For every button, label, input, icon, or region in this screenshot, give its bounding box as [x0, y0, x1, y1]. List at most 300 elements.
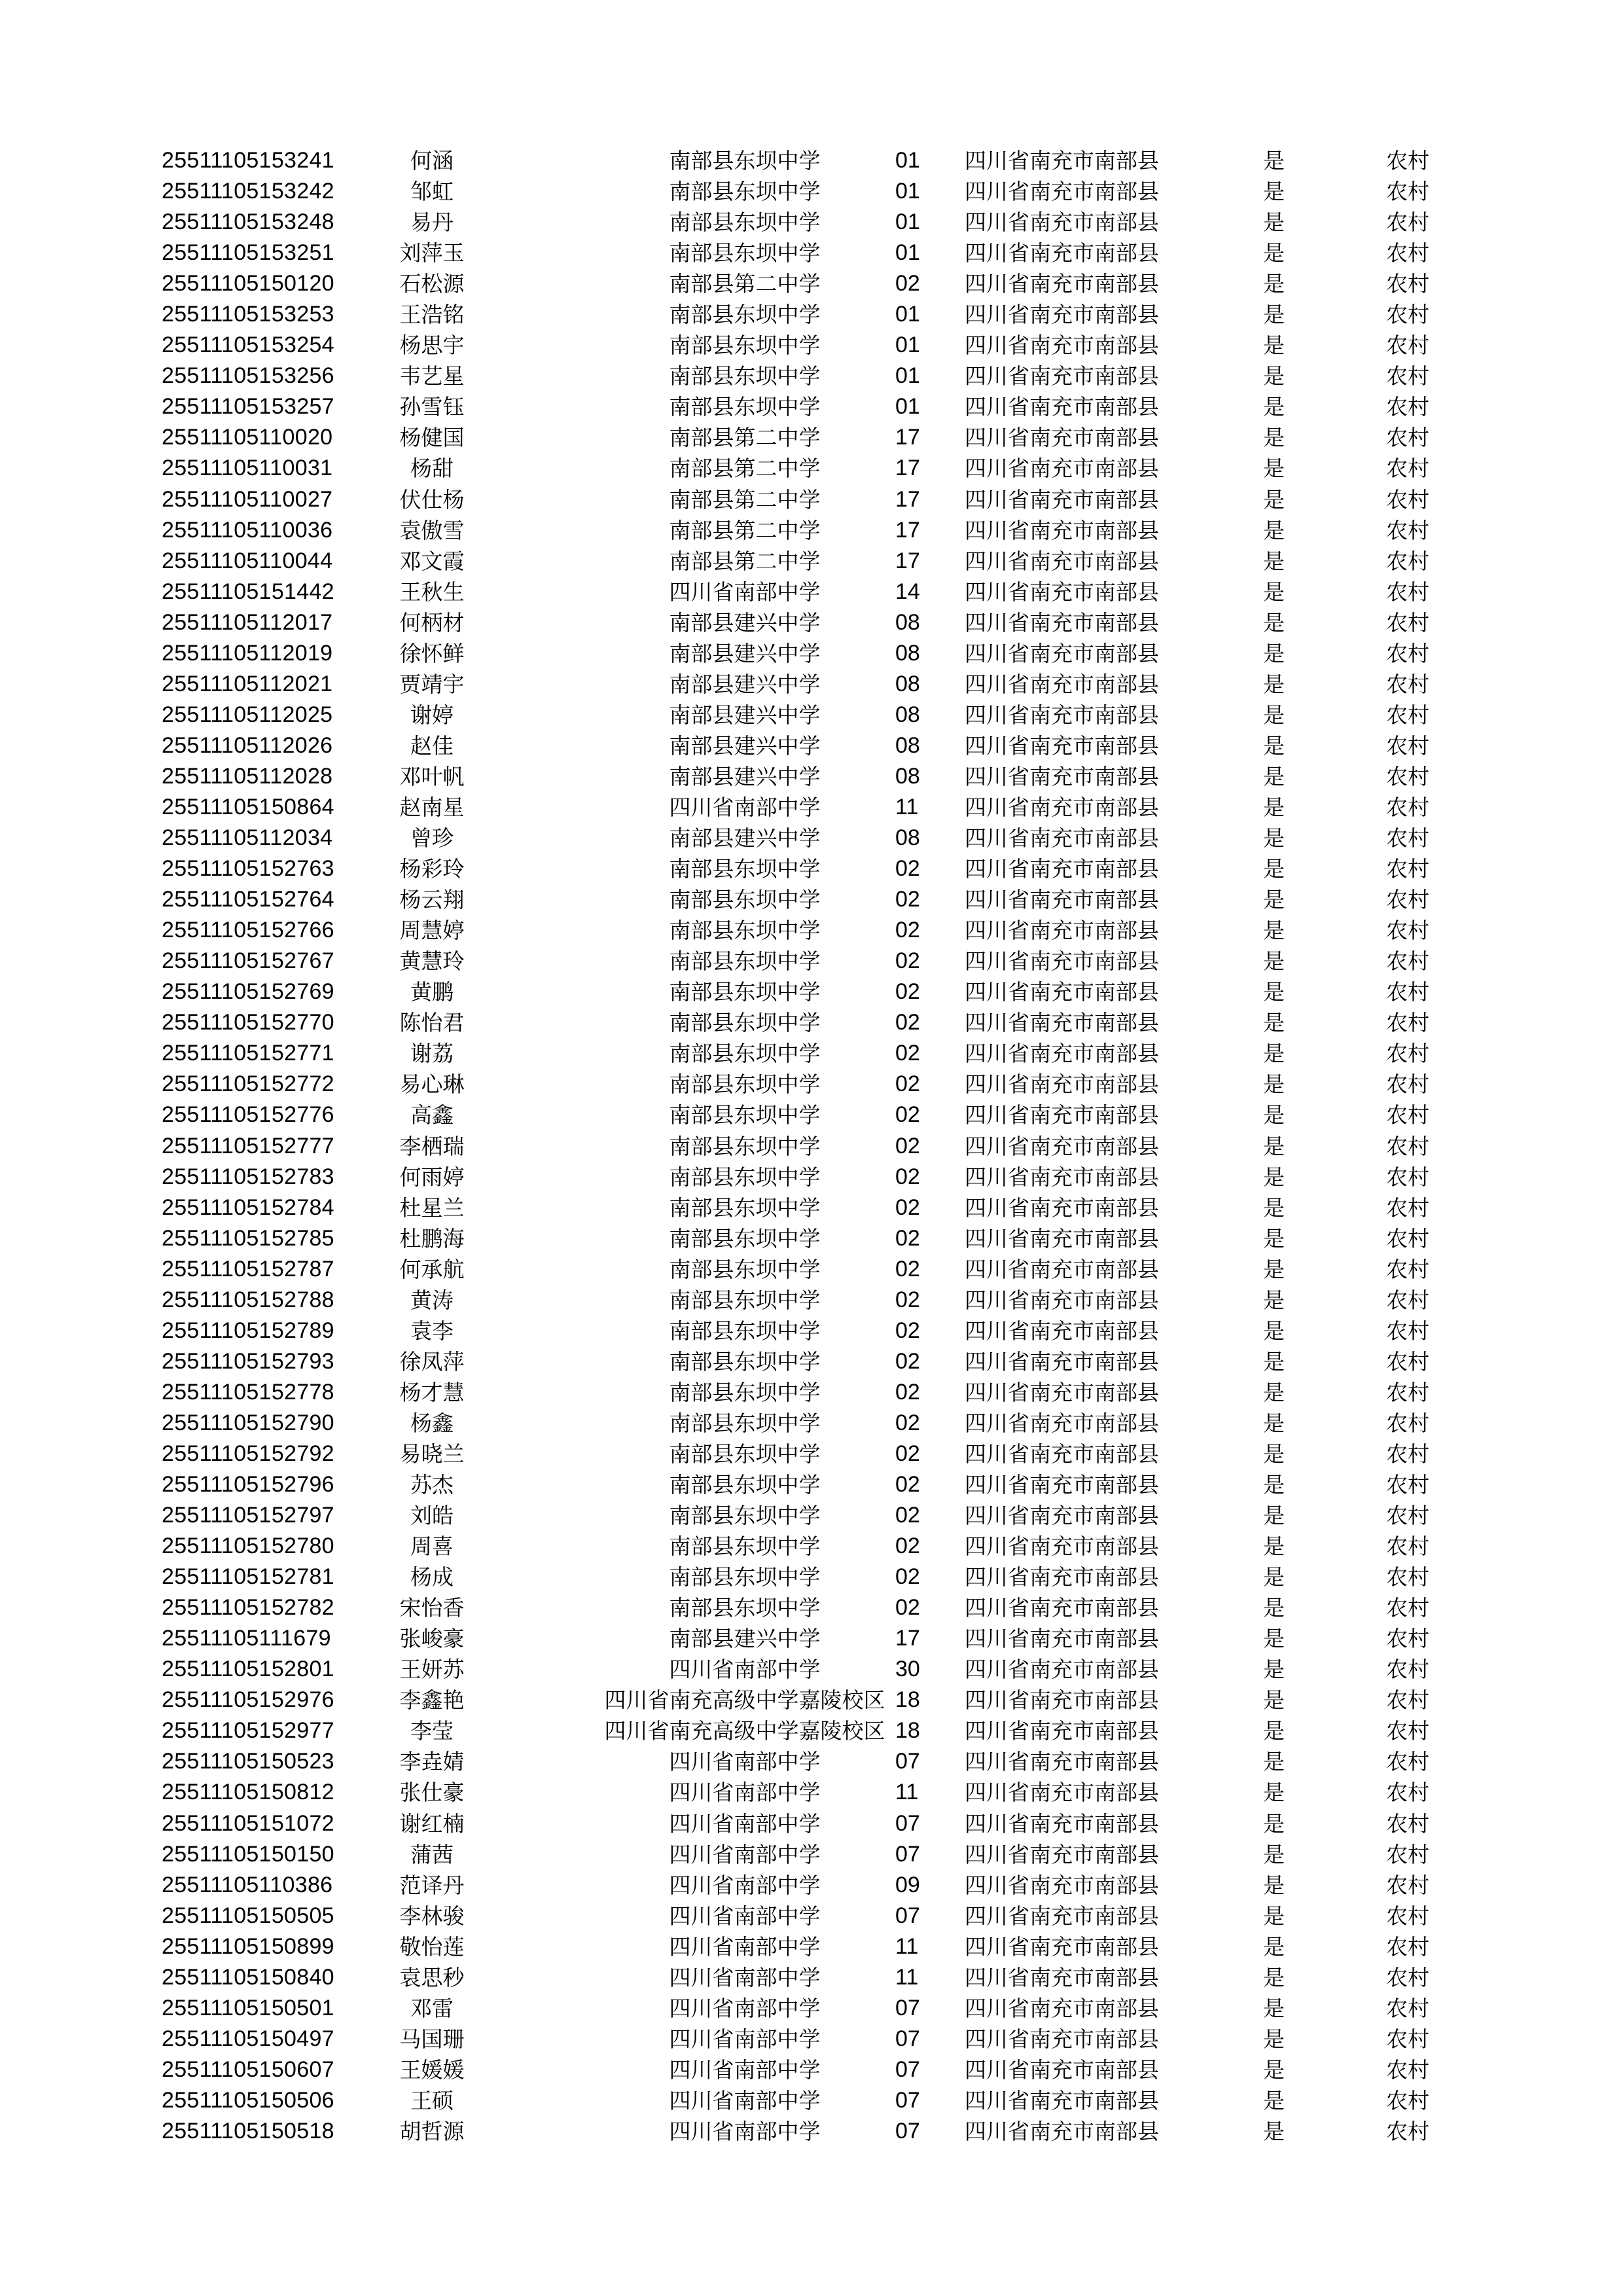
table-row [0, 1715, 1623, 1746]
class-number-cell: 17 [895, 456, 920, 481]
school-name-cell-text: 四川省南充高级中学嘉陵校区 [604, 1718, 885, 1744]
exam-number-cell: 25511105112017 [162, 609, 333, 635]
eligibility-cell: 是 [1263, 948, 1285, 975]
table-row [0, 2085, 1623, 2116]
table-row [0, 1069, 1623, 1100]
eligibility-cell: 是 [1263, 332, 1285, 359]
class-number-cell: 17 [895, 486, 920, 512]
school-name-cell-text: 南部县东坝中学 [669, 1379, 821, 1405]
area-type-cell: 农村 [1386, 856, 1429, 882]
area-type-cell: 农村 [1386, 948, 1429, 975]
class-number-cell: 17 [895, 517, 920, 543]
student-name-cell-text: 陈怡君 [399, 1010, 465, 1036]
residence-cell: 四川省南充市南部县 [965, 1657, 1159, 1683]
residence-cell: 四川省南充市南部县 [965, 1472, 1159, 1498]
eligibility-cell: 是 [1263, 671, 1285, 697]
class-number-cell: 02 [895, 1379, 920, 1405]
class-number-cell: 02 [895, 1348, 920, 1374]
class-number-cell: 02 [895, 1410, 920, 1435]
area-type-cell: 农村 [1386, 825, 1429, 852]
class-number-cell: 02 [895, 1318, 920, 1343]
residence-cell: 四川省南充市南部县 [965, 486, 1159, 512]
student-name-cell-text: 李林骏 [399, 1903, 465, 1929]
school-name-cell-text: 南部县东坝中学 [669, 1164, 821, 1190]
class-number-cell: 02 [895, 1133, 920, 1158]
school-name-cell-text: 南部县建兴中学 [669, 609, 821, 636]
table-row [0, 238, 1623, 268]
table-row [0, 1254, 1623, 1285]
class-number-cell: 01 [895, 332, 920, 358]
school-name-cell-text: 南部县第二中学 [669, 548, 821, 574]
exam-number-cell: 25511105112034 [162, 825, 333, 851]
student-name-cell-text: 何涵 [410, 148, 454, 173]
exam-number-cell: 25511105152784 [162, 1194, 334, 1220]
school-name-cell-text: 四川省南部中学 [669, 1903, 821, 1929]
table-row [0, 1500, 1623, 1531]
school-name-cell-text: 南部县建兴中学 [669, 825, 821, 852]
class-number-cell: 11 [895, 1964, 919, 1990]
residence-cell: 四川省南充市南部县 [965, 1687, 1159, 1713]
area-type-cell: 农村 [1386, 2119, 1429, 2144]
exam-number-cell: 25511105152772 [162, 1071, 334, 1097]
class-number-cell: 07 [895, 1841, 920, 1867]
eligibility-cell: 是 [1263, 1872, 1285, 1898]
school-name-cell-text: 四川省南部中学 [669, 579, 821, 605]
student-name-cell-text: 邹虹 [410, 179, 454, 205]
table-row [0, 638, 1623, 669]
exam-number-cell: 25511105152976 [162, 1687, 334, 1713]
school-name-cell-text: 南部县第二中学 [669, 271, 821, 297]
student-name-cell-text: 黄鹏 [410, 979, 454, 1005]
class-number-cell: 02 [895, 1534, 920, 1559]
table-row [0, 422, 1623, 453]
eligibility-cell: 是 [1263, 1595, 1285, 1621]
table-row [0, 977, 1623, 1007]
class-number-cell: 01 [895, 240, 920, 266]
class-number-cell: 09 [895, 1872, 920, 1897]
class-number-cell: 02 [895, 1010, 920, 1035]
eligibility-cell: 是 [1263, 548, 1285, 574]
table-row [0, 915, 1623, 946]
table-row [0, 1007, 1623, 1038]
school-name-cell-text: 四川省南充高级中学嘉陵校区 [604, 1687, 885, 1713]
exam-number-cell: 25511105110027 [162, 486, 333, 512]
school-name-cell-text: 南部县建兴中学 [669, 671, 821, 697]
eligibility-cell: 是 [1263, 1534, 1285, 1560]
area-type-cell: 农村 [1386, 1626, 1429, 1652]
class-number-cell: 11 [895, 1780, 919, 1805]
area-type-cell: 农村 [1386, 1687, 1429, 1713]
class-number-cell: 17 [895, 548, 920, 573]
eligibility-cell: 是 [1263, 1810, 1285, 1837]
school-name-cell-text: 南部县东坝中学 [669, 918, 821, 944]
school-name-cell-text: 南部县建兴中学 [669, 732, 821, 759]
school-name-cell-text: 南部县东坝中学 [669, 1472, 821, 1498]
school-name-cell-text: 四川省南部中学 [669, 2026, 821, 2052]
table-row [0, 1901, 1623, 1931]
area-type-cell: 农村 [1386, 1534, 1429, 1560]
school-name-cell-text: 四川省南部中学 [669, 1964, 821, 1990]
area-type-cell: 农村 [1386, 887, 1429, 913]
eligibility-cell: 是 [1263, 1657, 1285, 1683]
residence-cell: 四川省南充市南部县 [965, 825, 1159, 852]
area-type-cell: 农村 [1386, 579, 1429, 605]
table-row [0, 268, 1623, 299]
table-row [0, 884, 1623, 915]
table-row [0, 1377, 1623, 1408]
exam-number-cell: 25511105152792 [162, 1441, 334, 1466]
table-row [0, 730, 1623, 761]
eligibility-cell: 是 [1263, 1041, 1285, 1067]
exam-number-cell: 25511105152770 [162, 1010, 334, 1035]
school-name-cell-text: 南部县东坝中学 [669, 1534, 821, 1560]
exam-number-cell: 25511105153251 [162, 240, 334, 266]
school-name-cell-text: 四川省南部中学 [669, 1780, 821, 1806]
student-name-cell-text: 王妍苏 [399, 1657, 465, 1683]
student-name-cell-text: 杜星兰 [399, 1194, 465, 1221]
residence-cell: 四川省南充市南部县 [965, 1841, 1159, 1867]
residence-cell: 四川省南充市南部县 [965, 1718, 1159, 1744]
student-name-cell-text: 刘萍玉 [399, 240, 465, 266]
class-number-cell: 08 [895, 825, 920, 851]
eligibility-cell: 是 [1263, 1749, 1285, 1775]
exam-number-cell: 25511105112025 [162, 702, 333, 727]
student-name-cell-text: 杨思宇 [399, 332, 465, 359]
school-name-cell-text: 四川省南部中学 [669, 1995, 821, 2021]
school-name-cell-text: 四川省南部中学 [669, 2087, 821, 2113]
student-name-cell-text: 袁傲雪 [399, 517, 465, 543]
residence-cell: 四川省南充市南部县 [965, 332, 1159, 359]
eligibility-cell: 是 [1263, 425, 1285, 451]
area-type-cell: 农村 [1386, 425, 1429, 451]
student-name-cell-text: 谢婷 [410, 702, 454, 728]
exam-number-cell: 25511105153257 [162, 394, 334, 420]
exam-number-cell: 25511105112026 [162, 732, 333, 758]
exam-number-cell: 25511105152780 [162, 1534, 334, 1559]
table-row [0, 515, 1623, 546]
student-name-cell-text: 张峻豪 [399, 1626, 465, 1652]
residence-cell: 四川省南充市南部县 [965, 517, 1159, 543]
residence-cell: 四川省南充市南部县 [965, 1626, 1159, 1652]
exam-number-cell: 25511105150523 [162, 1749, 334, 1774]
class-number-cell: 07 [895, 2026, 920, 2051]
area-type-cell: 农村 [1386, 1379, 1429, 1405]
area-type-cell: 农村 [1386, 1995, 1429, 2021]
student-name-cell-text: 李栖瑞 [399, 1133, 465, 1159]
school-name-cell-text: 四川省南部中学 [669, 1810, 821, 1837]
table-row [0, 761, 1623, 792]
student-name-cell-text: 袁思秒 [399, 1964, 465, 1990]
exam-number-cell: 25511105110044 [162, 548, 333, 573]
eligibility-cell: 是 [1263, 1010, 1285, 1036]
residence-cell: 四川省南充市南部县 [965, 763, 1159, 789]
exam-number-cell: 25511105110020 [162, 425, 333, 450]
eligibility-cell: 是 [1263, 1503, 1285, 1529]
residence-cell: 四川省南充市南部县 [965, 702, 1159, 728]
school-name-cell-text: 南部县东坝中学 [669, 1318, 821, 1344]
student-name-cell-text: 马国珊 [399, 2026, 465, 2052]
school-name-cell-text: 南部县东坝中学 [669, 1564, 821, 1590]
residence-cell: 四川省南充市南部县 [965, 1995, 1159, 2021]
eligibility-cell: 是 [1263, 1318, 1285, 1344]
eligibility-cell: 是 [1263, 640, 1285, 666]
student-name-cell-text: 邓文霞 [399, 548, 465, 574]
student-name-cell-text: 易丹 [410, 209, 454, 236]
student-name-cell-text: 邓叶帆 [399, 763, 465, 789]
area-type-cell: 农村 [1386, 609, 1429, 636]
table-row [0, 1531, 1623, 1562]
area-type-cell: 农村 [1386, 1872, 1429, 1898]
class-number-cell: 02 [895, 1564, 920, 1590]
residence-cell: 四川省南充市南部县 [965, 1287, 1159, 1313]
class-number-cell: 02 [895, 1503, 920, 1528]
residence-cell: 四川省南充市南部县 [965, 1194, 1159, 1221]
student-name-cell-text: 范译丹 [399, 1872, 465, 1898]
class-number-cell: 02 [895, 948, 920, 974]
area-type-cell: 农村 [1386, 302, 1429, 328]
residence-cell: 四川省南充市南部县 [965, 1903, 1159, 1929]
table-row [0, 453, 1623, 484]
school-name-cell-text: 南部县东坝中学 [669, 363, 821, 389]
exam-number-cell: 25511105152796 [162, 1472, 334, 1498]
school-name-cell-text: 南部县东坝中学 [669, 1410, 821, 1436]
area-type-cell: 农村 [1386, 702, 1429, 728]
student-name-cell-text: 邓雷 [410, 1995, 454, 2021]
exam-number-cell: 25511105153242 [162, 179, 334, 204]
student-name-cell-text: 杨成 [410, 1564, 454, 1590]
class-number-cell: 08 [895, 640, 920, 666]
class-number-cell: 02 [895, 1071, 920, 1097]
eligibility-cell: 是 [1263, 179, 1285, 205]
student-name-cell-text: 王硕 [410, 2087, 454, 2113]
residence-cell: 四川省南充市南部县 [965, 794, 1159, 820]
school-name-cell-text: 南部县建兴中学 [669, 640, 821, 666]
class-number-cell: 30 [895, 1657, 920, 1682]
area-type-cell: 农村 [1386, 209, 1429, 236]
table-row [0, 1685, 1623, 1715]
school-name-cell-text: 南部县东坝中学 [669, 1133, 821, 1159]
table-row [0, 546, 1623, 577]
area-type-cell: 农村 [1386, 918, 1429, 944]
school-name-cell-text: 南部县东坝中学 [669, 1503, 821, 1529]
eligibility-cell: 是 [1263, 209, 1285, 236]
table-row [0, 391, 1623, 422]
eligibility-cell: 是 [1263, 1379, 1285, 1405]
student-name-cell-text: 李莹 [410, 1718, 454, 1744]
school-name-cell-text: 南部县第二中学 [669, 456, 821, 482]
exam-number-cell: 25511105150120 [162, 271, 334, 296]
table-row [0, 1285, 1623, 1316]
area-type-cell: 农村 [1386, 1256, 1429, 1282]
class-number-cell: 02 [895, 887, 920, 912]
table-row [0, 1562, 1623, 1592]
eligibility-cell: 是 [1263, 702, 1285, 728]
residence-cell: 四川省南充市南部县 [965, 548, 1159, 574]
student-name-cell-text: 王浩铭 [399, 302, 465, 328]
eligibility-cell: 是 [1263, 763, 1285, 789]
eligibility-cell: 是 [1263, 1225, 1285, 1251]
residence-cell: 四川省南充市南部县 [965, 1441, 1159, 1467]
exam-number-cell: 25511105152797 [162, 1503, 334, 1528]
area-type-cell: 农村 [1386, 2087, 1429, 2113]
eligibility-cell: 是 [1263, 1841, 1285, 1867]
eligibility-cell: 是 [1263, 302, 1285, 328]
student-name-cell-text: 曾珍 [410, 825, 454, 852]
area-type-cell: 农村 [1386, 363, 1429, 389]
table-row [0, 1962, 1623, 1993]
school-name-cell-text: 南部县东坝中学 [669, 979, 821, 1005]
residence-cell: 四川省南充市南部县 [965, 2026, 1159, 2052]
exam-number-cell: 25511105153254 [162, 332, 334, 358]
table-row [0, 669, 1623, 700]
student-name-cell-text: 王秋生 [399, 579, 465, 605]
exam-number-cell: 25511105152776 [162, 1102, 334, 1128]
eligibility-cell: 是 [1263, 1964, 1285, 1990]
eligibility-cell: 是 [1263, 1133, 1285, 1159]
residence-cell: 四川省南充市南部县 [965, 732, 1159, 759]
area-type-cell: 农村 [1386, 1718, 1429, 1744]
residence-cell: 四川省南充市南部县 [965, 1780, 1159, 1806]
residence-cell: 四川省南充市南部县 [965, 918, 1159, 944]
eligibility-cell: 是 [1263, 979, 1285, 1005]
class-number-cell: 18 [895, 1687, 920, 1713]
exam-number-cell: 25511105151072 [162, 1810, 334, 1836]
student-name-cell-text: 王媛媛 [399, 2056, 465, 2083]
residence-cell: 四川省南充市南部县 [965, 148, 1159, 173]
exam-number-cell: 25511105152788 [162, 1287, 334, 1312]
eligibility-cell: 是 [1263, 148, 1285, 173]
class-number-cell: 02 [895, 856, 920, 882]
eligibility-cell: 是 [1263, 794, 1285, 820]
residence-cell: 四川省南充市南部县 [965, 456, 1159, 482]
exam-number-cell: 25511105152793 [162, 1348, 334, 1374]
residence-cell: 四川省南充市南部县 [965, 240, 1159, 266]
student-name-cell-text: 苏杰 [410, 1472, 454, 1498]
school-name-cell-text: 南部县东坝中学 [669, 1595, 821, 1621]
residence-cell: 四川省南充市南部县 [965, 1564, 1159, 1590]
area-type-cell: 农村 [1386, 1657, 1429, 1683]
school-name-cell-text: 南部县东坝中学 [669, 948, 821, 975]
exam-number-cell: 25511105152787 [162, 1256, 334, 1282]
exam-number-cell: 25511105152769 [162, 979, 334, 1005]
eligibility-cell: 是 [1263, 363, 1285, 389]
student-name-cell-text: 宋怡香 [399, 1595, 465, 1621]
student-name-cell-text: 刘皓 [410, 1503, 454, 1529]
student-name-cell-text: 杨云翔 [399, 887, 465, 913]
class-number-cell: 07 [895, 1749, 920, 1774]
eligibility-cell: 是 [1263, 2026, 1285, 2052]
table-row [0, 1038, 1623, 1069]
area-type-cell: 农村 [1386, 732, 1429, 759]
residence-cell: 四川省南充市南部县 [965, 887, 1159, 913]
area-type-cell: 农村 [1386, 271, 1429, 297]
exam-number-cell: 25511105150840 [162, 1964, 334, 1990]
class-number-cell: 02 [895, 1225, 920, 1251]
class-number-cell: 08 [895, 763, 920, 789]
school-name-cell-text: 四川省南部中学 [669, 1872, 821, 1898]
student-name-cell-text: 杨鑫 [410, 1410, 454, 1436]
table-row [0, 207, 1623, 238]
school-name-cell-text: 四川省南部中学 [669, 1749, 821, 1775]
school-name-cell-text: 南部县东坝中学 [669, 240, 821, 266]
student-name-cell-text: 谢红楠 [399, 1810, 465, 1837]
residence-cell: 四川省南充市南部县 [965, 1348, 1159, 1374]
area-type-cell: 农村 [1386, 456, 1429, 482]
exam-number-cell: 25511105152766 [162, 918, 334, 943]
student-name-cell-text: 谢荔 [410, 1041, 454, 1067]
eligibility-cell: 是 [1263, 732, 1285, 759]
residence-cell: 四川省南充市南部县 [965, 1749, 1159, 1775]
exam-number-cell: 25511105150607 [162, 2056, 334, 2082]
exam-number-cell: 25511105153253 [162, 302, 334, 327]
table-row [0, 1808, 1623, 1839]
table-row [0, 299, 1623, 330]
exam-number-cell: 25511105150501 [162, 1995, 334, 2020]
residence-cell: 四川省南充市南部县 [965, 1102, 1159, 1128]
table-row [0, 145, 1623, 176]
area-type-cell: 农村 [1386, 486, 1429, 512]
class-number-cell: 08 [895, 732, 920, 758]
table-row [0, 2116, 1623, 2147]
residence-cell: 四川省南充市南部县 [965, 1872, 1159, 1898]
exam-number-cell: 25511105151442 [162, 579, 334, 604]
school-name-cell-text: 南部县东坝中学 [669, 302, 821, 328]
eligibility-cell: 是 [1263, 609, 1285, 636]
exam-number-cell: 25511105152767 [162, 948, 334, 974]
school-name-cell-text: 四川省南部中学 [669, 1933, 821, 1960]
student-name-cell-text: 赵南星 [399, 794, 465, 820]
table-row [0, 1746, 1623, 1777]
exam-number-cell: 25511105152763 [162, 856, 334, 882]
residence-cell: 四川省南充市南部县 [965, 209, 1159, 236]
residence-cell: 四川省南充市南部县 [965, 1964, 1159, 1990]
area-type-cell: 农村 [1386, 1348, 1429, 1374]
school-name-cell-text: 四川省南部中学 [669, 1657, 821, 1683]
eligibility-cell: 是 [1263, 1194, 1285, 1221]
student-name-cell-text: 易心琳 [399, 1071, 465, 1098]
student-name-cell-text: 杜鹏海 [399, 1225, 465, 1251]
eligibility-cell: 是 [1263, 1995, 1285, 2021]
table-row [0, 1931, 1623, 1962]
class-number-cell: 14 [895, 579, 920, 604]
area-type-cell: 农村 [1386, 2056, 1429, 2083]
area-type-cell: 农村 [1386, 1318, 1429, 1344]
table-row [0, 1654, 1623, 1685]
exam-number-cell: 25511105150150 [162, 1841, 334, 1867]
exam-number-cell: 25511105152789 [162, 1318, 334, 1343]
eligibility-cell: 是 [1263, 1780, 1285, 1806]
class-number-cell: 01 [895, 394, 920, 420]
student-name-cell-text: 张仕豪 [399, 1780, 465, 1806]
school-name-cell-text: 南部县东坝中学 [669, 1041, 821, 1067]
class-number-cell: 07 [895, 2119, 920, 2144]
area-type-cell: 农村 [1386, 1164, 1429, 1190]
table-row [0, 361, 1623, 391]
table-row [0, 1777, 1623, 1808]
school-name-cell-text: 南部县东坝中学 [669, 1102, 821, 1128]
school-name-cell-text: 南部县东坝中学 [669, 1010, 821, 1036]
residence-cell: 四川省南充市南部县 [965, 1503, 1159, 1529]
area-type-cell: 农村 [1386, 1410, 1429, 1436]
exam-number-cell: 25511105152785 [162, 1225, 334, 1251]
student-list-table [0, 145, 1623, 2147]
student-name-cell-text: 周喜 [410, 1534, 454, 1560]
eligibility-cell: 是 [1263, 1410, 1285, 1436]
eligibility-cell: 是 [1263, 1564, 1285, 1590]
exam-number-cell: 25511105152778 [162, 1379, 334, 1405]
class-number-cell: 07 [895, 1995, 920, 2020]
student-name-cell-text: 杨彩玲 [399, 856, 465, 882]
